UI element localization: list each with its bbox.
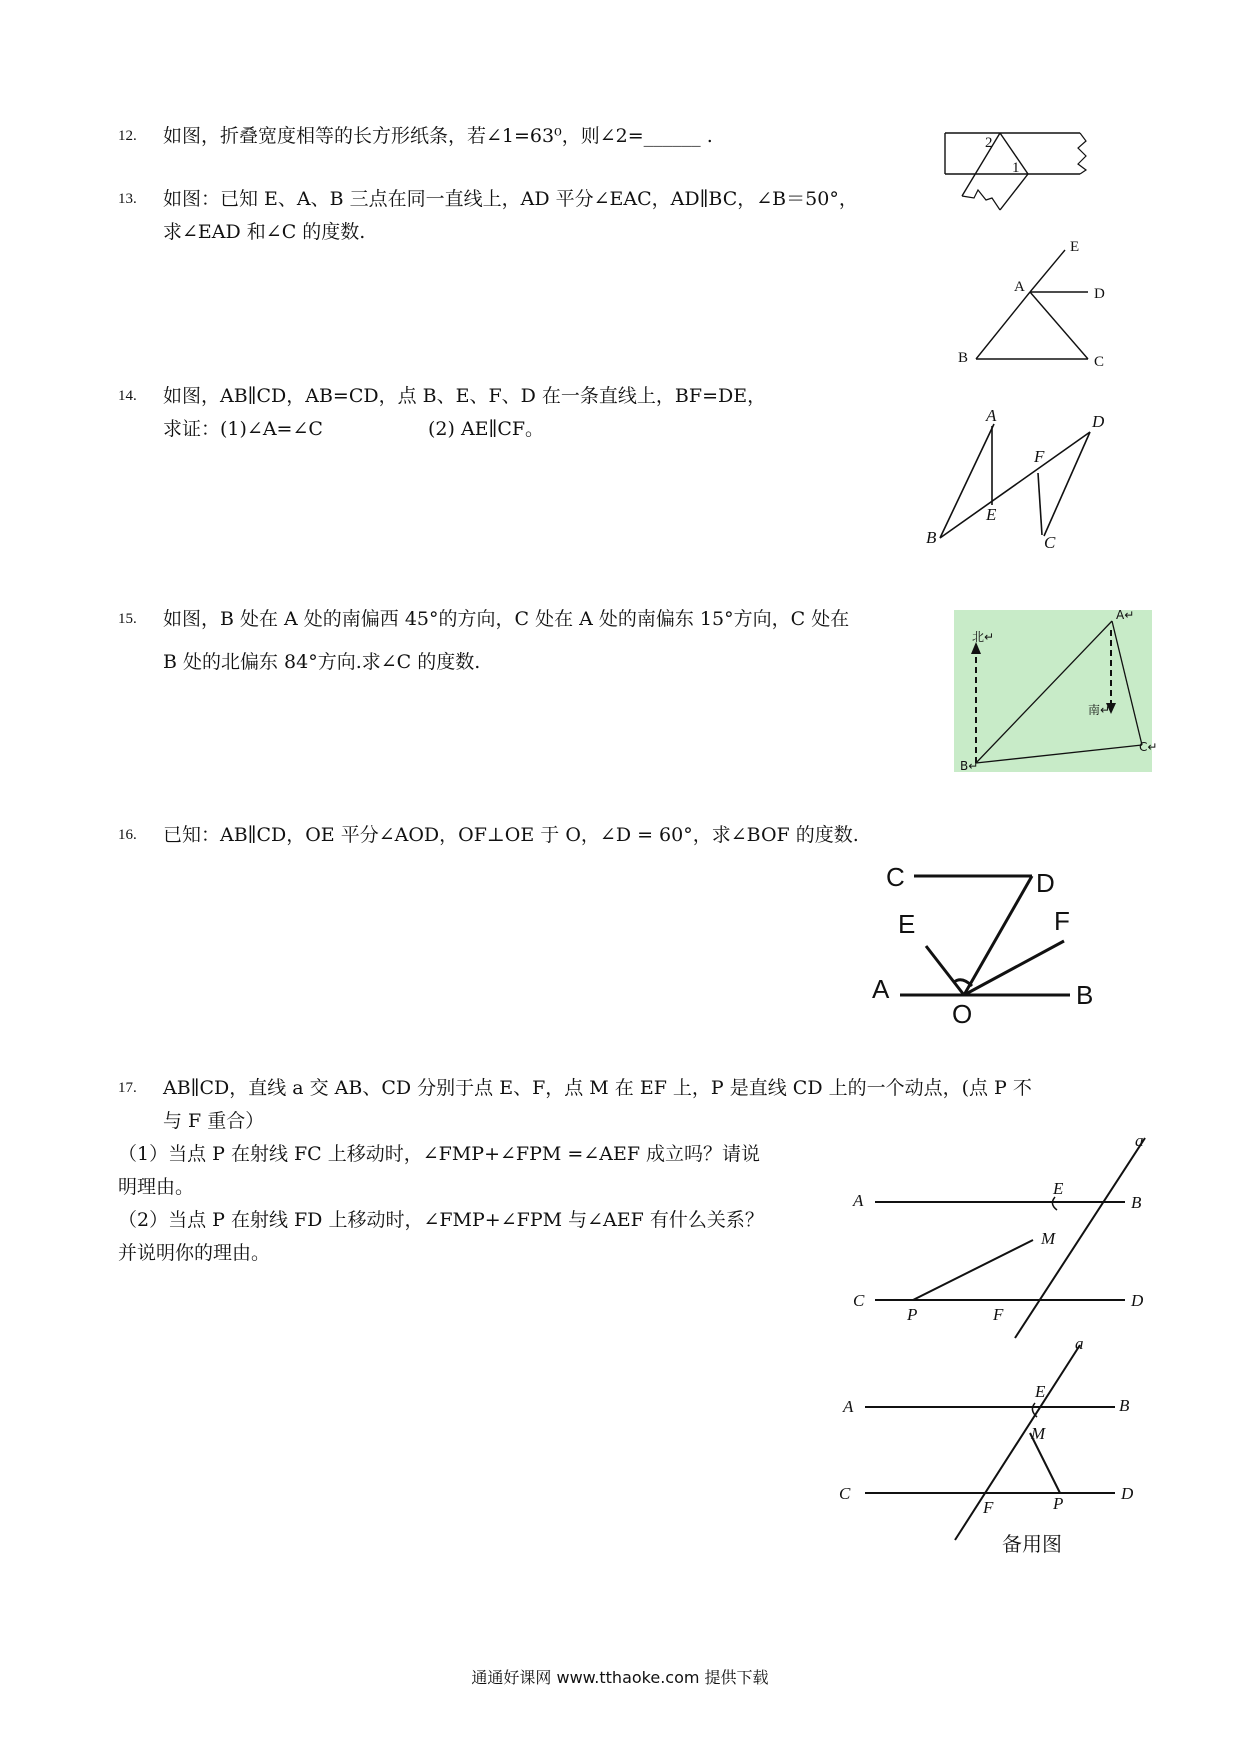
q17-fig2-label-F: F [983,1498,994,1517]
q17-fig1-label-A: A [853,1191,864,1210]
q16-label-O: O [952,999,973,1029]
q16-label-E: E [898,909,916,939]
q12-text: 如图，折叠宽度相等的长方形纸条，若∠1=63⁰，则∠2=______ . [163,125,713,147]
q17-fig1-label-F: F [993,1305,1004,1324]
q17-part2-line2: 并说明你的理由。 [118,1242,271,1264]
q14-label-E: E [986,505,997,524]
q16-figure [872,858,1102,1033]
q17-part2-line1: （2）当点 P 在射线 FD 上移动时，∠FMP+∠FPM 与∠AEF 有什么关系？ [118,1209,764,1231]
q13-label-A: A [1014,279,1025,295]
q17-fig1-label-D: D [1131,1291,1144,1310]
q16-label-F: F [1054,906,1070,936]
q14-text-line1: 如图，AB∥CD，AB=CD，点 B、E、F、D 在一条直线上，BF=DE， [163,385,767,407]
q14-label-A: A [986,406,997,425]
q17-fig1-label-a: a [1135,1131,1144,1150]
q16-text: 已知：AB∥CD，OE 平分∠AOD，OF⊥OE 于 O，∠D = 60°，求∠BOF 的度数. [163,824,859,846]
q15-label-north: 北↵ [972,630,995,644]
q16-label-D: D [1036,868,1055,898]
q13-number: 13. [118,191,137,207]
q13-label-E: E [1070,239,1080,255]
q17-fig2-label-a: a [1075,1334,1084,1353]
q13-label-D: D [1094,286,1105,302]
q14-label-B: B [926,528,937,547]
page-footer: 通通好课网 www.tthaoke.com 提供下载 [471,1668,769,1687]
q12-number: 12. [118,128,137,144]
q17-figure-2 [835,1334,1135,1545]
q17-fig2-label-B: B [1119,1396,1130,1415]
q17-fig2-label-D: D [1121,1484,1134,1503]
q17-fig2-label-M: M [1031,1424,1046,1443]
q16-number: 16. [118,827,137,843]
q13-label-C: C [1094,354,1105,370]
q17-text-line2: 与 F 重合） [163,1110,265,1132]
q15-label-A: A↵ [1116,608,1135,622]
q17-fig1-label-B: B [1131,1193,1142,1212]
q15-label-south: 南↵ [1088,703,1111,717]
q15-label-B: B↵ [960,759,979,773]
q17-fig2-label-P: P [1053,1494,1064,1513]
q17-fig2-label-C: C [839,1484,851,1503]
q17-text-line1: AB∥CD，直线 a 交 AB、CD 分别于点 E、F，点 M 在 EF 上，P 是直线 CD 上的一个动点，(点 P 不 [163,1077,1032,1099]
q15-figure [954,608,1158,773]
q15-text-line2: B 处的北偏东 84°方向.求∠C 的度数. [163,651,481,673]
q17-fig1-label-M: M [1041,1229,1056,1248]
q15-label-C: C↵ [1139,740,1158,754]
q17-fig2-label-E: E [1035,1382,1046,1401]
q16-label-B: B [1076,980,1094,1010]
q12-figure [940,128,1090,218]
q13-text-line1: 如图：已知 E、A、B 三点在同一直线上，AD 平分∠EAC，AD∥BC，∠B＝50°， [163,188,858,210]
q15-text-line1: 如图，B 处在 A 处的南偏西 45°的方向，C 处在 A 处的南偏东 15°方向，C 处在 [163,608,850,630]
q15-number: 15. [118,611,137,627]
q14-text-line2a: 求证：(1)∠A=∠C [163,418,323,440]
q17-fig1-label-E: E [1053,1179,1064,1198]
q13-figure [950,235,1130,370]
q17-fig2-label-A: A [843,1397,854,1416]
q17-figure-1 [845,1131,1145,1348]
q12-angle1-label: 1 [1012,160,1020,176]
q14-label-F: F [1034,447,1045,466]
q17-part1-line1: （1）当点 P 在射线 FC 上移动时，∠FMP+∠FPM =∠AEF 成立吗？请说 [118,1143,761,1165]
q17-fig1-label-P: P [907,1305,918,1324]
q14-label-C: C [1044,533,1056,552]
q16-label-C: C [886,862,905,892]
q14-text-line2b: (2) AE∥CF。 [428,418,545,440]
q17-figure-2-caption: 备用图 [1002,1532,1062,1556]
q13-label-B: B [958,350,969,366]
q12-angle2-label: 2 [985,135,993,151]
q14-number: 14. [118,388,137,404]
q17-part1-line2: 明理由。 [118,1176,195,1198]
q17-number: 17. [118,1080,137,1096]
q13-text-line2: 求∠EAD 和∠C 的度数. [163,221,366,243]
q14-label-D: D [1092,412,1105,431]
q16-label-A: A [872,974,890,1004]
q14-figure [920,405,1120,565]
q17-fig1-label-C: C [853,1291,865,1310]
